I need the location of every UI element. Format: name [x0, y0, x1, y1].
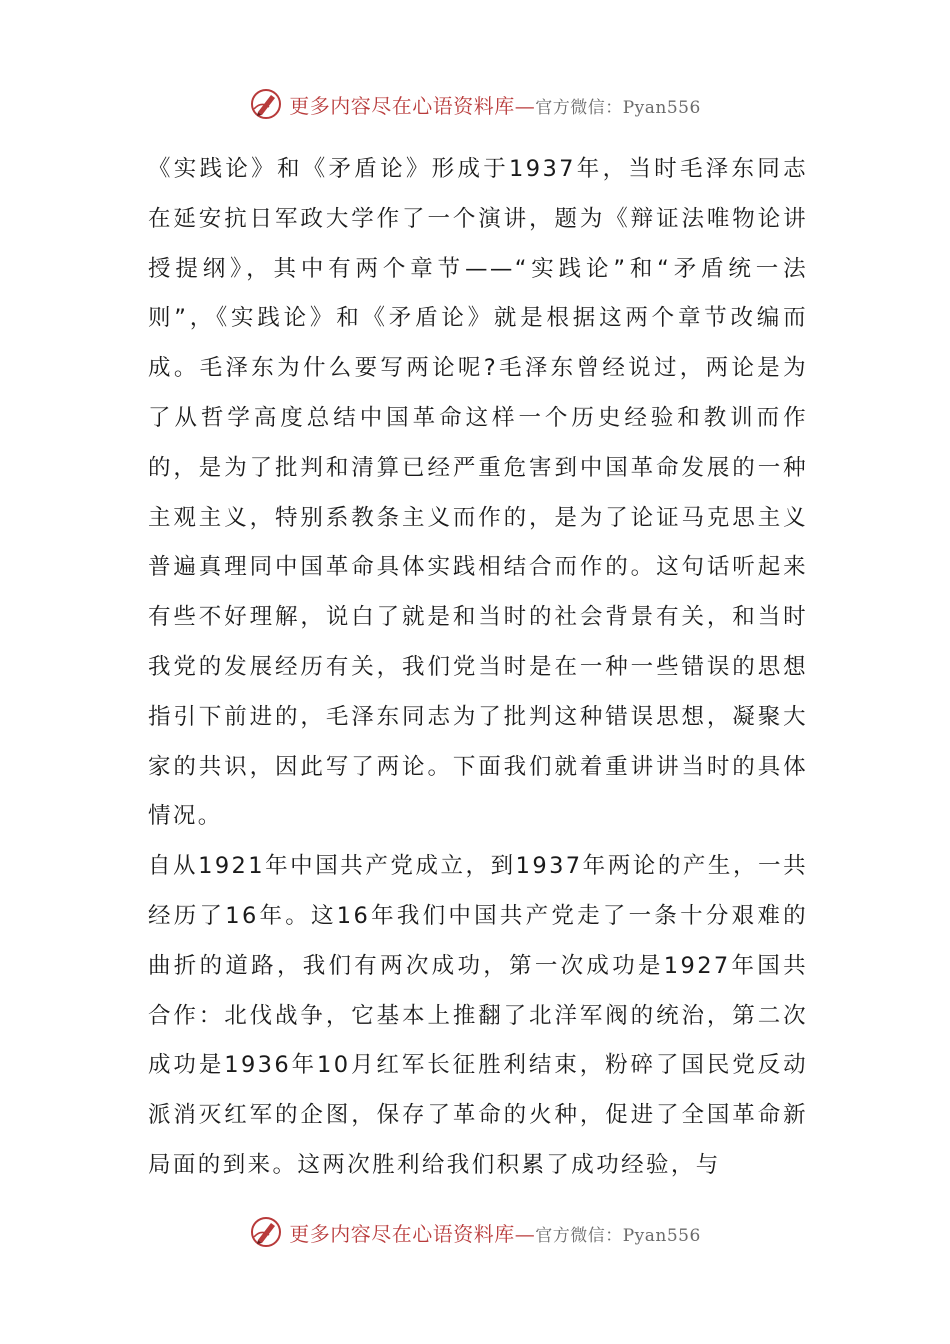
footer-wechat: 官方微信：Pyan556: [535, 1225, 701, 1246]
page-header: [0, 84, 950, 124]
header-brand: 更多内容尽在心语资料库—: [289, 93, 536, 118]
header-wechat: 官方微信：Pyan556: [535, 97, 701, 118]
paragraph-2: 自从1921年中国共产党成立，到1937年两论的产生，一共经历了16年。这16年我们中国共产党走了一条十分艰难的曲折的道路，我们有两次成功，第一次成功是1927年国共合作：北伐战争，它基本上推翻了北洋军阀的统治，第二次成功是1936年10月红军长征胜利结束，粉碎了国民党反动派消灭红军的企图，保存了革命的火种，促进了全国革命新局面的到来。这两次胜利给我们积累了成功经验，与: [148, 853, 808, 1178]
paragraph-1: 《实践论》和《矛盾论》形成于1937年，当时毛泽东同志在延安抗日军政大学作了一个演讲，题为《辩证法唯物论讲授提纲》，其中有两个章节——“实践论”和“矛盾统一法则”，《实践论》和《矛盾论》就是根据这两个章节改编而成。毛泽东为什么要写两论呢?毛泽东曾经说过，两论是为了从哲学高度总结中国革命这样一个历史经验和教训而作的，是为了批判和清算已经严重危害到中国革命发展的一种主观主义，特别系教条主义而作的，是为了论证马克思主义普遍真理同中国革命具体实践相结合而作的。这句话听起来有些不好理解，说白了就是和当时的社会背景有关，和当时我党的发展经历有关，我们党当时是在一种一些错误的思想指引下前进的，毛泽东同志为了批判这种错误思想，凝聚大家的共识，因此写了两论。下面我们就着重讲讲当时的具体情况。: [148, 156, 808, 830]
footer-brand: 更多内容尽在心语资料库—: [289, 1221, 536, 1246]
pen-logo-icon: [249, 87, 283, 121]
footer-text: [289, 1218, 701, 1247]
page-footer: [0, 1212, 950, 1252]
pen-logo-icon: [249, 1215, 283, 1249]
header-text: [289, 90, 701, 119]
document-body: [148, 145, 808, 1191]
